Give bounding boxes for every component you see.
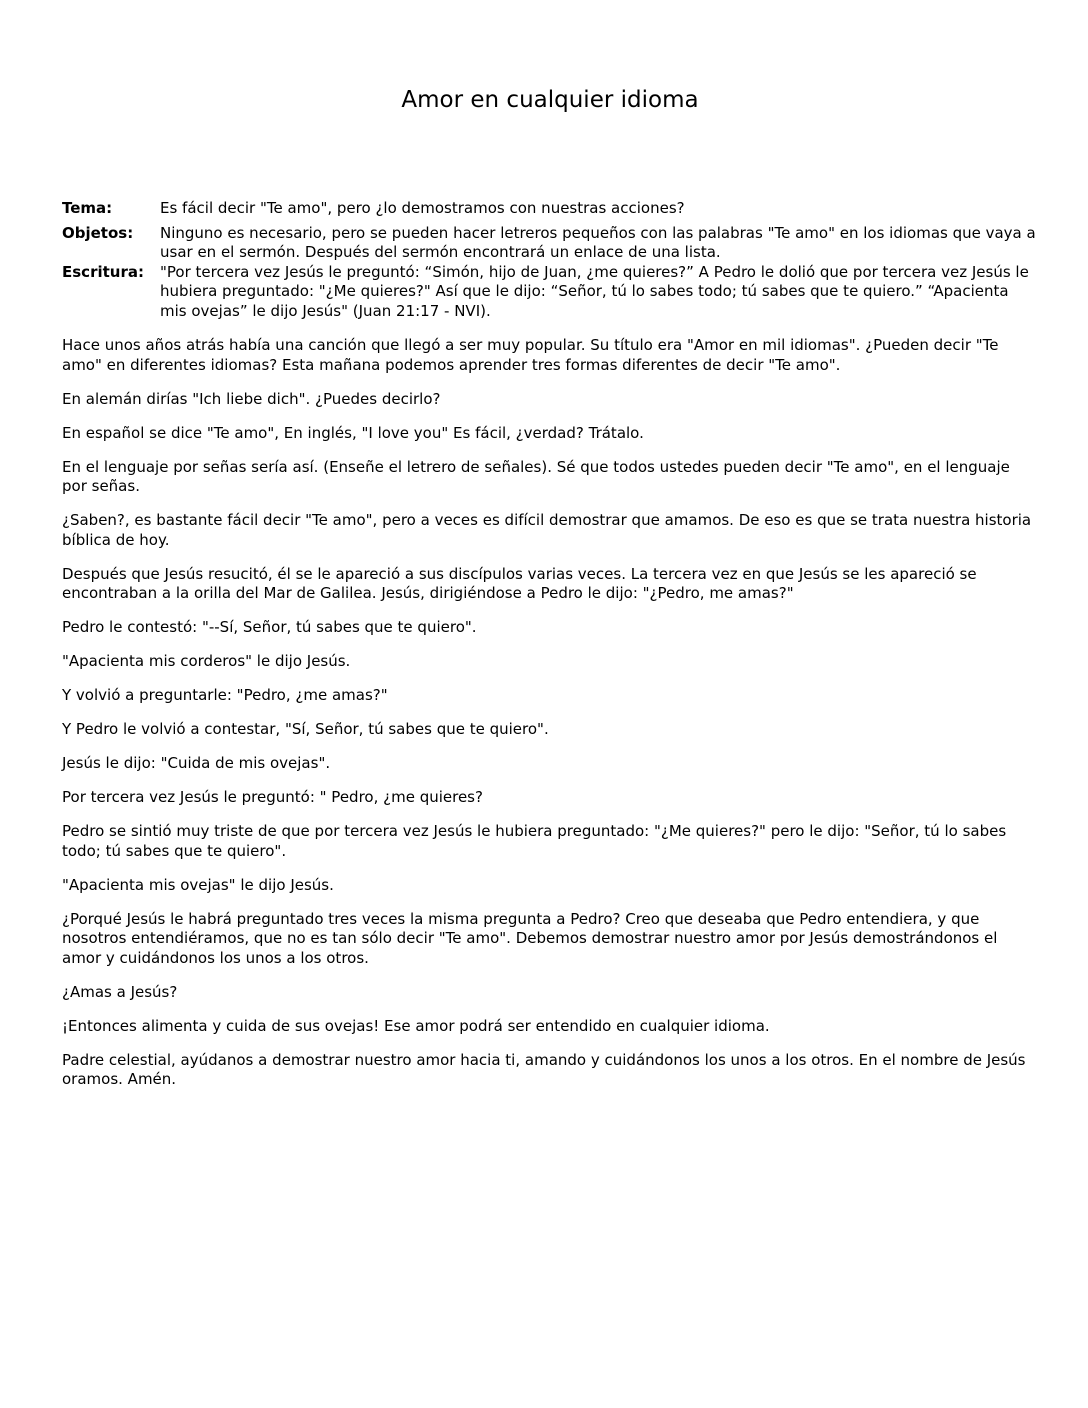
paragraph: En alemán dirías "Ich liebe dich". ¿Puedes decirlo? [62,389,441,408]
meta-row-tema [62,199,1038,219]
paragraph: ¿Porqué Jesús le habrá preguntado tres veces la misma pregunta a Pedro? Creo que deseaba que Pedro entendiera, y que nosotros entendiéramos, que no es tan sólo decir "Te amo". Debemos demostrar nuestro amor por Jesús demostrándonos el amor y cuidándonos los unos a los otros. [62,909,998,967]
paragraph: En español se dice "Te amo", En inglés, "I love you" Es fácil, ¿verdad? Trátalo. [62,423,644,442]
meta-row-escritura [62,263,1038,322]
paragraph: "Apacienta mis ovejas" le dijo Jesús. [62,875,334,894]
paragraph: En el lenguaje por señas sería así. (Enseñe el letrero de señales). Sé que todos ustedes pueden decir "Te amo", en el lenguaje por señas. [62,457,1010,495]
meta-label: Escritura: [62,262,144,281]
paragraph: Y Pedro le volvió a contestar, "Sí, Señor, tú sabes que te quiero". [62,720,549,738]
meta-value: Es fácil decir "Te amo", pero ¿lo demostramos con nuestras acciones? [160,199,685,217]
meta-value: "Por tercera vez Jesús le preguntó: “Simón, hijo de Juan, ¿me quieres?” A Pedro le dolió que por tercera vez Jesús le hubiera preguntado: "¿Me quieres?" Así que le dijo: “Señor, tú lo sabes todo; tú sabes que te quiero.” “Apacienta mis ovejas” le dijo Jesús" (Juan 21:17 - NVI). [160,262,1029,320]
paragraph: Pedro le contestó: "--Sí, Señor, tú sabes que te quiero". [62,618,477,636]
paragraph: Hace unos años atrás había una canción que llegó a ser muy popular. Su título era "Amor en mil idiomas". ¿Pueden decir "Te amo" en diferentes idiomas? Esta mañana podemos aprender tres formas diferentes de decir "Te amo". [62,336,999,374]
paragraph: Padre celestial, ayúdanos a demostrar nuestro amor hacia ti, amando y cuidándonos los unos a los otros. En el nombre de Jesús oramos. Amén. [62,1050,1026,1088]
sermon-metadata [62,199,1038,321]
paragraph: ¿Saben?, es bastante fácil decir "Te amo", pero a veces es difícil demostrar que amamos. De eso es que se trata nuestra historia bíblica de hoy. [62,511,1032,549]
meta-label: Objetos: [62,223,134,242]
paragraph: Por tercera vez Jesús le preguntó: " Pedro, ¿me quieres? [62,788,483,806]
meta-value: Ninguno es necesario, pero se pueden hacer letreros pequeños con las palabras "Te amo" en los idiomas que vaya a usar en el sermón. Después del sermón encontrará un enlace de una lista. [160,223,1036,261]
paragraph: Pedro se sintió muy triste de que por tercera vez Jesús le hubiera preguntado: "¿Me quieres?" pero le dijo: "Señor, tú lo sabes todo; tú sabes que te quiero". [62,822,1007,860]
paragraph: Y volvió a preguntarle: "Pedro, ¿me amas?" [62,686,388,704]
sermon-body [62,336,1038,1104]
meta-row-objetos [62,224,1038,263]
paragraph: Jesús le dijo: "Cuida de mis ovejas". [62,754,331,772]
paragraph: "Apacienta mis corderos" le dijo Jesús. [62,652,351,670]
document-title: Amor en cualquier idioma [401,87,699,113]
meta-label: Tema: [62,199,113,217]
paragraph: Después que Jesús resucitó, él se le apareció a sus discípulos varias veces. La tercera vez en que Jesús se les apareció se encontraban a la orilla del Mar de Galilea. Jesús, dirigiéndose a Pedro le dijo: "¿Pedro, me amas?" [62,564,977,602]
paragraph: ¡Entonces alimenta y cuida de sus ovejas! Ese amor podrá ser entendido en cualquier idioma. [62,1016,770,1035]
paragraph: ¿Amas a Jesús? [62,982,178,1001]
